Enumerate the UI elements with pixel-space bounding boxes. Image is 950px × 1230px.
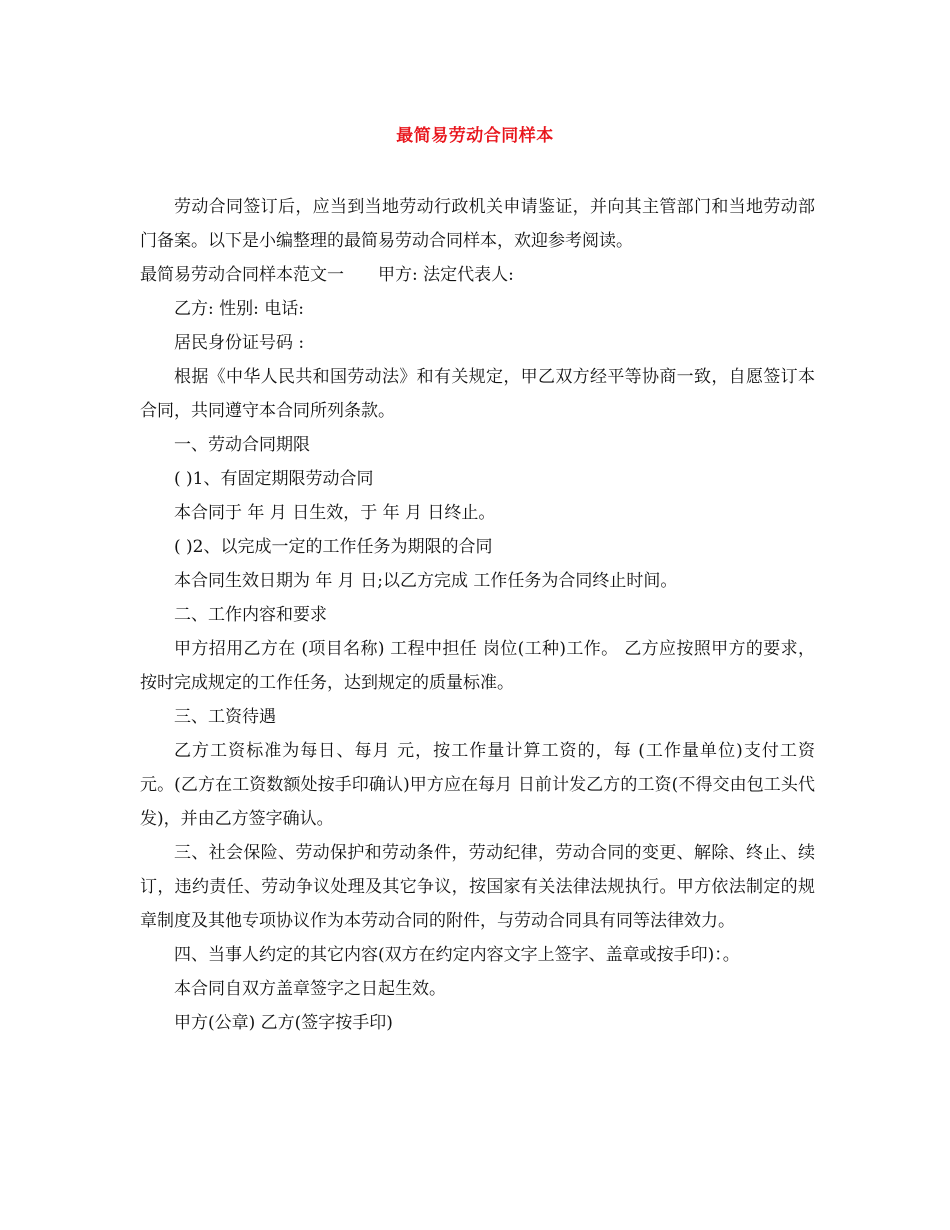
paragraph-task-term: ( )2、以完成一定的工作任务为期限的合同 — [174, 537, 493, 557]
paragraph-signatures: 甲方(公章) 乙方(签字按手印) — [174, 1013, 393, 1033]
paragraph-party-b: 乙方: 性别: 电话: — [174, 299, 304, 319]
paragraph-social-insurance: 三、社会保险、劳动保护和劳动条件，劳动纪律，劳动合同的变更、解除、终止、续订，违约责任、劳动争议处理及其它争议，按国家有关法律法规执行。甲方依法制定的规章制度及其他专项协议作为本劳动合同的附件，与劳动合同具有同等法律效力。 — [140, 843, 815, 931]
paragraph-basis: 根据《中华人民共和国劳动法》和有关规定，甲乙双方经平等协商一致，自愿签订本合同，共同遵守本合同所列条款。 — [140, 367, 815, 421]
section-heading-work: 二、工作内容和要求 — [174, 605, 327, 625]
paragraph-id-number: 居民身份证号码 : — [174, 333, 305, 353]
paragraph-party-a: 最简易劳动合同样本范文一 甲方: 法定代表人: — [140, 265, 514, 285]
paragraph-fixed-term-dates: 本合同于 年 月 日生效，于 年 月 日终止。 — [174, 503, 496, 523]
section-heading-term: 一、劳动合同期限 — [174, 435, 310, 455]
paragraph-fixed-term: ( )1、有固定期限劳动合同 — [174, 469, 374, 489]
document-title: 最简易劳动合同样本 — [396, 126, 554, 146]
paragraph-work-content: 甲方招用乙方在 (项目名称) 工程中担任 岗位(工种)工作。 乙方应按照甲方的要求，按时完成规定的工作任务，达到规定的质量标准。 — [140, 639, 815, 693]
section-heading-wages: 三、工资待遇 — [174, 707, 276, 727]
paragraph-intro: 劳动合同签订后，应当到当地劳动行政机关申请鉴证，并向其主管部门和当地劳动部门备案。以下是小编整理的最简易劳动合同样本，欢迎参考阅读。 — [140, 197, 815, 251]
paragraph-other-terms: 四、当事人约定的其它内容(双方在约定内容文字上签字、盖章或按手印)：。 — [174, 945, 740, 965]
paragraph-effective: 本合同自双方盖章签字之日起生效。 — [174, 979, 446, 999]
paragraph-task-term-dates: 本合同生效日期为 年 月 日;以乙方完成 工作任务为合同终止时间。 — [174, 571, 678, 591]
document-body — [140, 190, 815, 1040]
paragraph-wages: 乙方工资标准为每日、每月 元，按工作量计算工资的，每 (工作量单位)支付工资 元。(乙方在工资数额处按手印确认)甲方应在每月 日前计发乙方的工资(不得交由包工头代发)，并由乙方签字确认。 — [140, 741, 815, 829]
